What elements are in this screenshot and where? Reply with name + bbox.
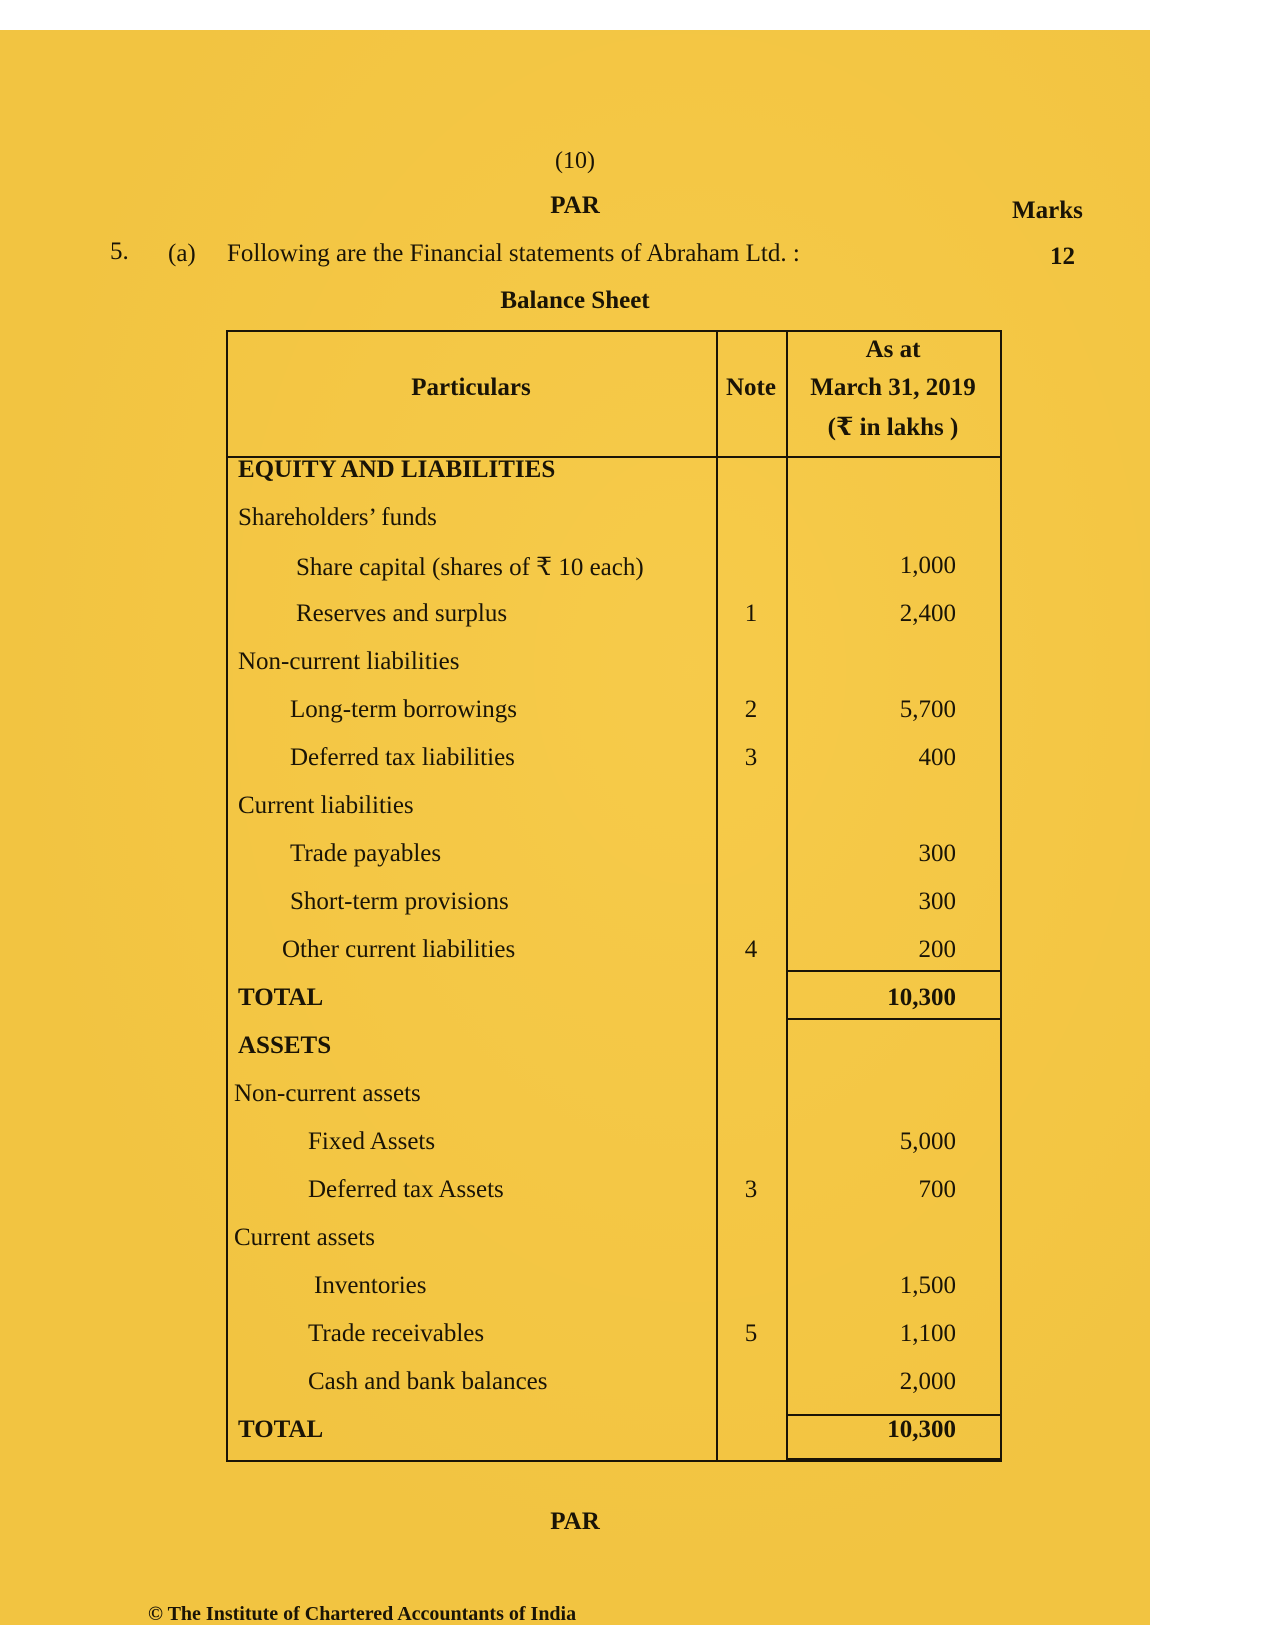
paper-code-top: PAR	[550, 192, 600, 219]
row-note: 4	[744, 936, 758, 963]
row-amount: 1,000	[899, 552, 956, 579]
row-particular: Other current liabilities	[282, 936, 516, 963]
row-particular: Fixed Assets	[308, 1128, 436, 1155]
row-particular: Trade receivables	[308, 1320, 485, 1347]
row-note: 2	[744, 696, 758, 723]
row-particular: Long-term borrowings	[290, 696, 518, 723]
row-particular: Non-current assets	[234, 1080, 421, 1107]
row-amount: 5,000	[899, 1128, 956, 1155]
table-row	[226, 1368, 1002, 1412]
page-number: (10)	[555, 148, 595, 174]
table-row	[226, 1176, 1002, 1220]
table-row-total	[226, 984, 1002, 1028]
row-amount: 10,300	[887, 1416, 956, 1443]
table-row	[226, 744, 1002, 788]
table-row	[226, 1080, 1002, 1124]
table-row	[226, 1032, 1002, 1076]
header-particulars: Particulars	[411, 374, 531, 401]
table-row	[226, 552, 1002, 596]
table-row	[226, 1272, 1002, 1316]
row-note: 1	[744, 600, 758, 627]
row-particular: ASSETS	[238, 1032, 332, 1059]
header-amount-line2: March 31, 2019	[810, 374, 976, 401]
marks-label: Marks	[1012, 197, 1083, 224]
row-particular: Current liabilities	[238, 792, 414, 819]
row-particular: Inventories	[314, 1272, 427, 1299]
row-particular: Trade payables	[290, 840, 442, 867]
row-particular: TOTAL	[238, 984, 324, 1011]
row-amount: 400	[918, 744, 956, 771]
row-amount: 5,700	[899, 696, 956, 723]
row-particular: TOTAL	[238, 1416, 324, 1443]
marks-value: 12	[1050, 243, 1075, 270]
row-particular: Shareholders’ funds	[238, 504, 437, 531]
row-particular: Share capital (shares of ₹ 10 each)	[296, 554, 644, 581]
row-amount: 2,000	[899, 1368, 956, 1395]
header-amount-line1: As at	[865, 336, 921, 363]
table-row	[226, 888, 1002, 932]
exam-page	[0, 30, 1150, 1625]
row-note: 3	[744, 1176, 758, 1203]
table-row	[226, 1224, 1002, 1268]
row-particular: Cash and bank balances	[308, 1368, 548, 1395]
row-particular: EQUITY AND LIABILITIES	[238, 456, 556, 483]
row-amount: 1,100	[899, 1320, 956, 1347]
row-particular: Short-term provisions	[290, 888, 509, 915]
table-top-border	[226, 330, 1002, 332]
row-note: 5	[744, 1320, 758, 1347]
row-note: 3	[744, 744, 758, 771]
row-particular: Non-current liabilities	[238, 648, 460, 675]
table-row	[226, 840, 1002, 884]
row-amount: 300	[918, 888, 956, 915]
table-row	[226, 1320, 1002, 1364]
row-amount: 700	[918, 1176, 956, 1203]
row-amount: 1,500	[899, 1272, 956, 1299]
row-amount: 300	[918, 840, 956, 867]
question-number: 5.	[110, 238, 129, 265]
row-amount: 200	[918, 936, 956, 963]
table-bottom-border	[226, 1460, 1002, 1462]
question-part: (a)	[168, 240, 196, 267]
table-row	[226, 504, 1002, 548]
paper-code-bottom: PAR	[550, 1508, 600, 1535]
table-row	[226, 600, 1002, 644]
row-particular: Deferred tax Assets	[308, 1176, 504, 1203]
table-row	[226, 696, 1002, 740]
table-row	[226, 1128, 1002, 1172]
question-text: Following are the Financial statements of Abraham Ltd. :	[227, 240, 800, 267]
table-row-total	[226, 1416, 1002, 1460]
row-particular: Current assets	[234, 1224, 375, 1251]
table-row	[226, 792, 1002, 836]
header-note: Note	[726, 374, 776, 401]
row-amount: 2,400	[899, 600, 956, 627]
balance-sheet-table	[226, 330, 1002, 1460]
balance-sheet-title: Balance Sheet	[500, 287, 650, 314]
table-row	[226, 648, 1002, 692]
row-particular: Deferred tax liabilities	[290, 744, 515, 771]
table-row	[226, 456, 1002, 500]
copyright-footer: © The Institute of Chartered Accountants of India	[148, 1603, 577, 1625]
header-amount-line3: (₹ in lakhs )	[827, 414, 959, 441]
row-particular: Reserves and surplus	[296, 600, 508, 627]
table-row	[226, 936, 1002, 980]
row-amount: 10,300	[887, 984, 956, 1011]
